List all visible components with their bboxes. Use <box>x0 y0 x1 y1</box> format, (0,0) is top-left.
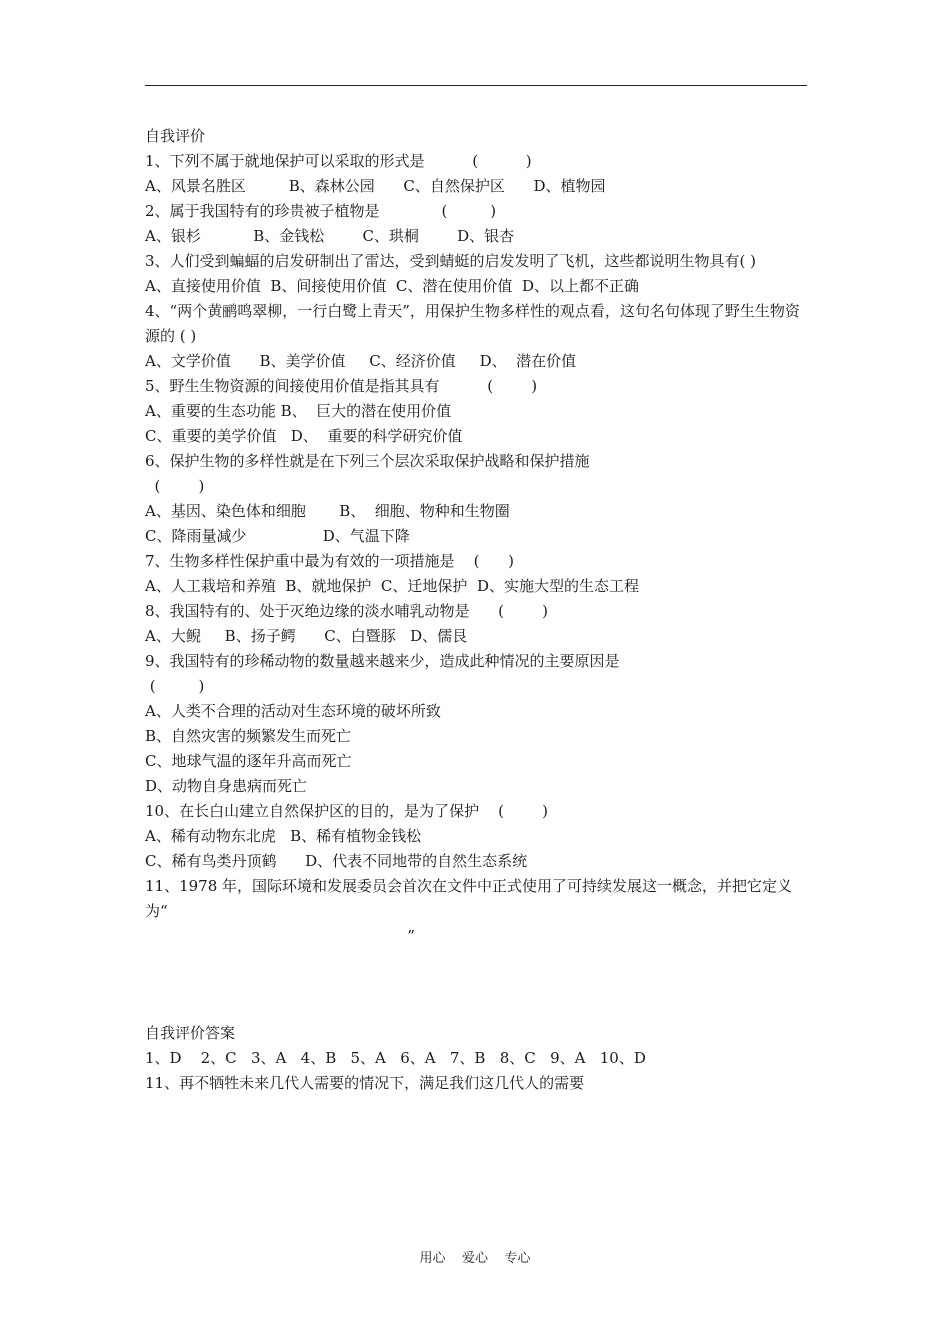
question-9 <box>145 649 810 799</box>
question-stem: 1、下列不属于就地保护可以采取的形式是 ( ) <box>145 152 532 170</box>
question-stem: 8、我国特有的、处于灭绝边缘的淡水哺乳动物是 ( ) <box>145 602 549 620</box>
section-title: 自我评价 <box>145 127 206 145</box>
question-stem: 2、属于我国特有的珍贵被子植物是 ( ) <box>145 202 497 220</box>
question-6 <box>145 449 810 549</box>
question-stem: 3、人们受到蝙蝠的启发研制出了雷达，受到蜻蜓的启发发明了飞机，这些都说明生物具有( ) <box>145 252 757 270</box>
question-options: A、基因、染色体和细胞 B、 细胞、物种和生物圈 <box>145 502 510 520</box>
answers-section <box>145 1021 810 1096</box>
question-1 <box>145 149 810 199</box>
question-options: D、动物自身患病而死亡 <box>145 777 308 795</box>
page-footer: 用心 爱心 专心 <box>419 1251 531 1266</box>
question-options: A、银杉 B、金钱松 C、珙桐 D、银杏 <box>145 227 515 245</box>
question-stem: 7、生物多样性保护重中最为有效的一项措施是 ( ) <box>145 552 514 570</box>
answers-line: 11、再不牺牲未来几代人需要的情况下，满足我们这几代人的需要 <box>145 1074 585 1092</box>
question-options: A、直接使用价值 B、间接使用价值 C、潜在使用价值 D、以上都不正确 <box>145 277 639 295</box>
answers-title: 自我评价答案 <box>145 1024 236 1042</box>
question-5 <box>145 374 810 449</box>
question-8 <box>145 599 810 649</box>
question-options: A、稀有动物东北虎 B、稀有植物金钱松 <box>145 827 422 845</box>
question-stem: 4、“两个黄鹂鸣翠柳，一行白鹭上青天”，用保护生物多样性的观点看，这句名句体现了野生生物资源的 ( ) <box>145 302 800 345</box>
question-options: A、人工栽培和养殖 B、就地保护 C、迁地保护 D、实施大型的生态工程 <box>145 577 639 595</box>
question-options: C、重要的美学价值 D、 重要的科学研究价值 <box>145 427 463 445</box>
question-stem: 9、我国特有的珍稀动物的数量越来越来少，造成此种情况的主要原因是 <box>145 652 620 670</box>
answer-bracket: ( ) <box>145 677 205 695</box>
question-options: B、自然灾害的频繁发生而死亡 <box>145 727 352 745</box>
question-options: C、地球气温的逐年升高而死亡 <box>145 752 352 770</box>
answer-bracket: ( ) <box>145 477 205 495</box>
question-stem: 6、保护生物的多样性就是在下列三个层次采取保护战略和保护措施 <box>145 452 590 470</box>
question-options: A、文学价值 B、美学价值 C、经济价值 D、 潜在价值 <box>145 352 577 370</box>
question-stem: 5、野生生物资源的间接使用价值是指其具有 ( ) <box>145 377 538 395</box>
questions-section <box>145 124 810 949</box>
question-options: C、稀有鸟类丹顶鹤 D、代表不同地带的自然生态系统 <box>145 852 528 870</box>
answers-line: 1、D 2、C 3、A 4、B 5、A 6、A 7、B 8、C 9、A 10、D <box>145 1049 646 1067</box>
question-3 <box>145 249 810 299</box>
question-11 <box>145 874 810 949</box>
question-options: A、人类不合理的活动对生态环境的破坏所致 <box>145 702 441 720</box>
header-rule <box>145 85 807 86</box>
question-10 <box>145 799 810 874</box>
question-options: A、大鲵 B、扬子鳄 C、白暨豚 D、儒艮 <box>145 627 468 645</box>
question-stem: 10、在长白山建立自然保护区的目的，是为了保护 ( ) <box>145 802 549 820</box>
question-options: A、风景名胜区 B、森林公园 C、自然保护区 D、植物园 <box>145 177 606 195</box>
question-2 <box>145 199 810 249</box>
question-options: C、降雨量减少 D、气温下降 <box>145 527 410 545</box>
question-7 <box>145 549 810 599</box>
answer-blank: ” <box>145 927 415 945</box>
question-stem: 11、1978 年，国际环境和发展委员会首次在文件中正式使用了可持续发展这一概念，并把它定义为“ <box>145 877 793 920</box>
question-4 <box>145 299 810 374</box>
question-options: A、重要的生态功能 B、 巨大的潜在使用价值 <box>145 402 452 420</box>
